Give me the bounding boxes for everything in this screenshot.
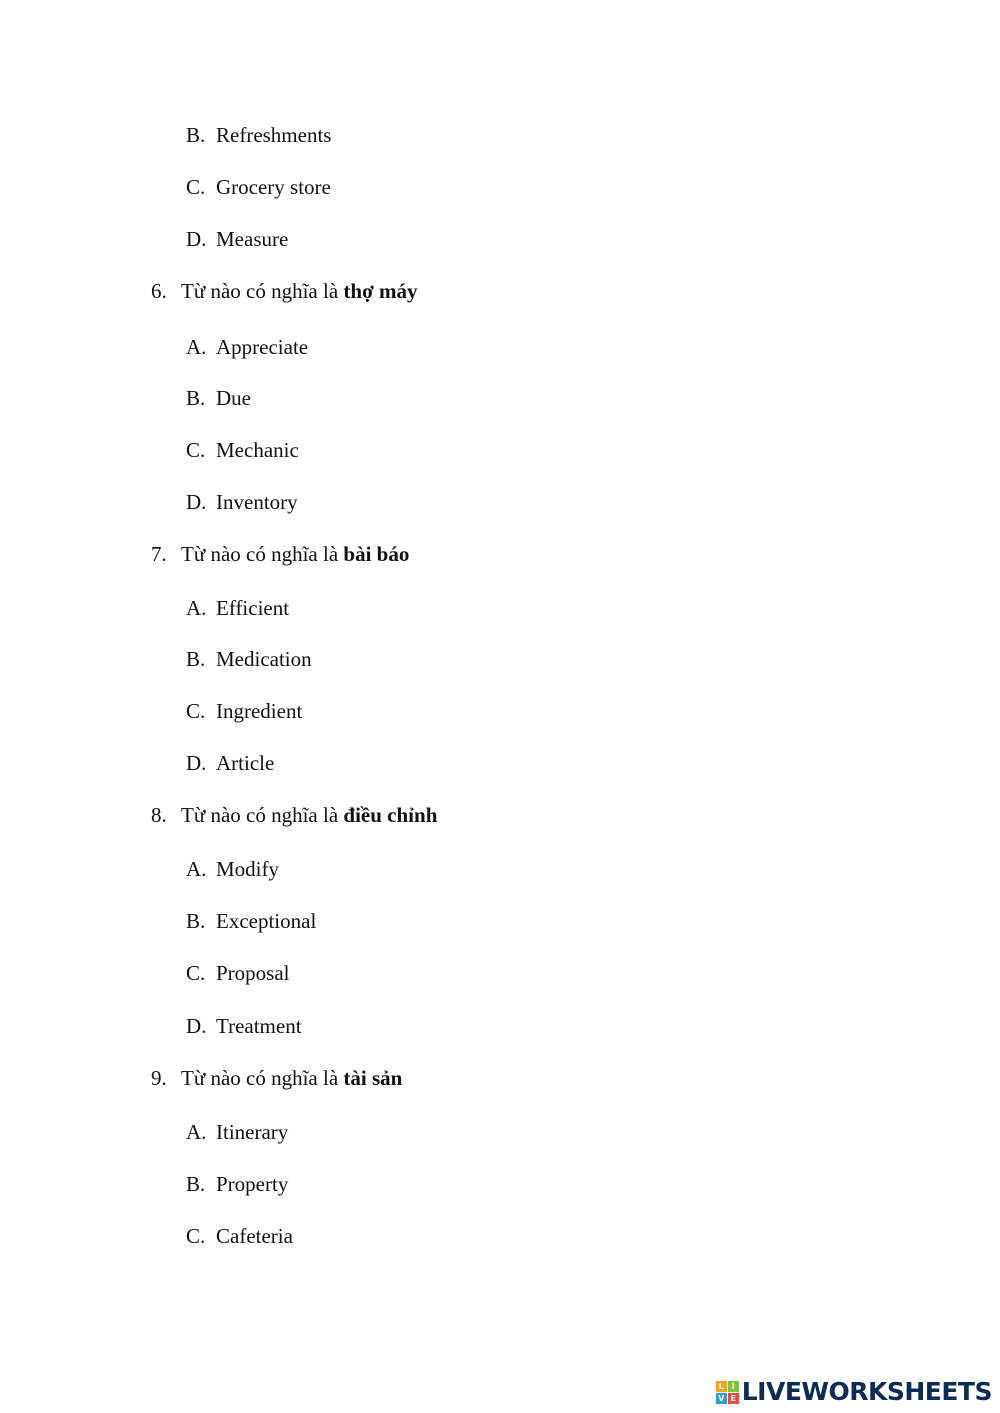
option-9a[interactable] bbox=[186, 1120, 288, 1144]
option-letter: B. bbox=[186, 647, 206, 671]
option-text: Appreciate bbox=[216, 335, 309, 359]
option-text: Treatment bbox=[216, 1014, 302, 1038]
option-letter: D. bbox=[186, 751, 207, 775]
logo-cell-l: L bbox=[716, 1381, 727, 1392]
question-keyword: thợ máy bbox=[343, 279, 418, 303]
option-5d bbox=[186, 227, 288, 251]
option-text: Mechanic bbox=[216, 438, 299, 462]
option-6c[interactable] bbox=[186, 438, 299, 462]
question-9 bbox=[151, 1066, 402, 1090]
question-number: 7. bbox=[151, 542, 167, 566]
question-prompt: Từ nào có nghĩa là bbox=[181, 1066, 344, 1090]
option-text: Efficient bbox=[216, 596, 290, 620]
option-letter: C. bbox=[186, 1224, 206, 1248]
liveworksheets-watermark bbox=[716, 1379, 992, 1405]
liveworksheets-logo-icon bbox=[716, 1381, 739, 1404]
option-text: Measure bbox=[216, 227, 289, 251]
option-5b bbox=[186, 123, 331, 147]
option-7a[interactable] bbox=[186, 596, 289, 620]
option-text: Proposal bbox=[216, 961, 290, 985]
option-letter: A. bbox=[186, 857, 207, 881]
option-letter: D. bbox=[186, 490, 207, 514]
logo-cell-e: E bbox=[728, 1393, 739, 1404]
option-text: Due bbox=[216, 386, 251, 410]
option-text: Cafeteria bbox=[216, 1224, 293, 1248]
option-letter: C. bbox=[186, 438, 206, 462]
option-letter: A. bbox=[186, 1120, 207, 1144]
option-letter: C. bbox=[186, 961, 206, 985]
option-8a[interactable] bbox=[186, 857, 279, 881]
option-7b[interactable] bbox=[186, 647, 312, 671]
option-letter: D. bbox=[186, 1014, 207, 1038]
option-7c[interactable] bbox=[186, 699, 302, 723]
option-8b[interactable] bbox=[186, 909, 316, 933]
option-text: Exceptional bbox=[216, 909, 317, 933]
question-keyword: tài sản bbox=[343, 1066, 403, 1090]
logo-cell-i: I bbox=[728, 1381, 739, 1392]
option-letter: C. bbox=[186, 175, 206, 199]
option-6b[interactable] bbox=[186, 386, 251, 410]
logo-cell-v: V bbox=[716, 1393, 727, 1404]
option-6d[interactable] bbox=[186, 490, 298, 514]
option-letter: B. bbox=[186, 909, 206, 933]
option-5c bbox=[186, 175, 331, 199]
option-7d[interactable] bbox=[186, 751, 274, 775]
question-number: 6. bbox=[151, 279, 167, 303]
question-number: 9. bbox=[151, 1066, 167, 1090]
option-text: Article bbox=[216, 751, 275, 775]
option-letter: B. bbox=[186, 1172, 206, 1196]
option-text: Grocery store bbox=[216, 175, 331, 199]
option-letter: B. bbox=[186, 386, 206, 410]
question-number: 8. bbox=[151, 803, 167, 827]
option-9c[interactable] bbox=[186, 1224, 293, 1248]
question-prompt: Từ nào có nghĩa là bbox=[181, 803, 344, 827]
option-text: Property bbox=[216, 1172, 289, 1196]
question-8 bbox=[151, 803, 437, 827]
option-9b[interactable] bbox=[186, 1172, 288, 1196]
option-8d[interactable] bbox=[186, 1014, 302, 1038]
question-keyword: điều chỉnh bbox=[343, 803, 438, 827]
option-text: Modify bbox=[216, 857, 279, 881]
question-6 bbox=[151, 279, 417, 303]
option-6a[interactable] bbox=[186, 335, 308, 359]
option-text: Itinerary bbox=[216, 1120, 289, 1144]
option-text: Ingredient bbox=[216, 699, 303, 723]
option-letter: A. bbox=[186, 596, 207, 620]
question-7 bbox=[151, 542, 409, 566]
option-text: Refreshments bbox=[216, 123, 332, 147]
option-text: Inventory bbox=[216, 490, 298, 514]
watermark-text: LIVEWORKSHEETS bbox=[741, 1377, 992, 1406]
option-letter: A. bbox=[186, 335, 207, 359]
question-keyword: bài báo bbox=[343, 542, 410, 566]
option-letter: D. bbox=[186, 227, 207, 251]
question-prompt: Từ nào có nghĩa là bbox=[181, 542, 344, 566]
option-letter: C. bbox=[186, 699, 206, 723]
option-8c[interactable] bbox=[186, 961, 290, 985]
option-letter: B. bbox=[186, 123, 206, 147]
question-prompt: Từ nào có nghĩa là bbox=[181, 279, 344, 303]
option-text: Medication bbox=[216, 647, 312, 671]
